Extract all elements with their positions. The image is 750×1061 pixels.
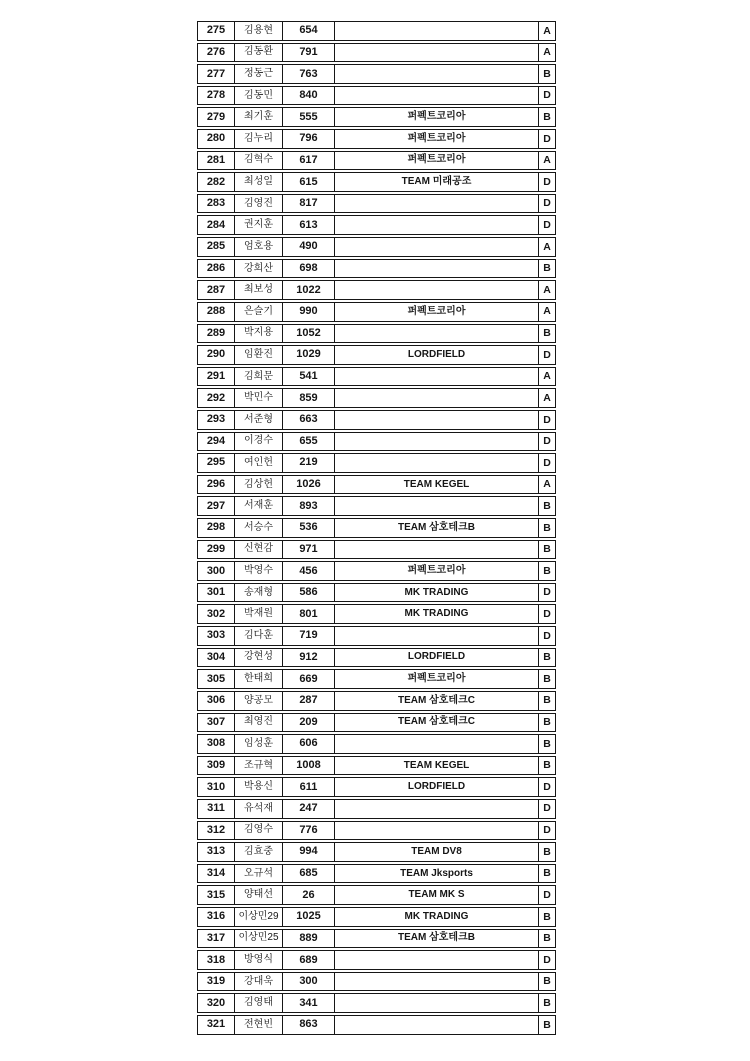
entry-number-cell: 317 [206, 931, 226, 944]
division-grade-cell: D [538, 605, 555, 623]
division-grade-cell: D [538, 130, 555, 148]
entry-number-cell: 294 [206, 434, 226, 447]
table-row [197, 713, 556, 733]
table-row [197, 842, 556, 862]
entry-number-cell: 288 [206, 305, 226, 318]
table-row [197, 43, 556, 63]
bib-number-cell: 613 [282, 216, 334, 234]
table-row [197, 215, 556, 235]
entry-number-cell: 292 [206, 391, 226, 404]
name-cell: 김누리 [234, 130, 282, 148]
table-row [197, 648, 556, 668]
division-grade-cell: A [538, 152, 555, 170]
division-grade-cell: B [538, 908, 555, 926]
entry-number-cell: 319 [206, 975, 226, 988]
division-grade-cell: A [538, 476, 555, 494]
table-row [197, 259, 556, 279]
bib-number-cell: 994 [282, 843, 334, 861]
entry-number-cell: 275 [206, 24, 226, 37]
name-cell: 이상민29 [234, 908, 282, 926]
entry-number-cell: 314 [206, 867, 226, 880]
name-cell: 최보성 [234, 281, 282, 299]
division-grade-cell: B [538, 649, 555, 667]
entry-number-cell: 291 [206, 370, 226, 383]
table-row [197, 972, 556, 992]
bib-number-cell: 859 [282, 389, 334, 407]
team-cell: TEAM 미래공조 [334, 173, 538, 191]
team-cell [334, 260, 538, 278]
name-cell: 김상헌 [234, 476, 282, 494]
name-cell: 권지훈 [234, 216, 282, 234]
division-grade-cell: D [538, 886, 555, 904]
table-row [197, 475, 556, 495]
bib-number-cell: 763 [282, 65, 334, 83]
name-cell: 엄호용 [234, 238, 282, 256]
team-cell [334, 1016, 538, 1034]
name-cell: 김혁수 [234, 152, 282, 170]
name-cell: 박용신 [234, 778, 282, 796]
division-grade-cell: D [538, 800, 555, 818]
bib-number-cell: 456 [282, 562, 334, 580]
team-cell: TEAM DV8 [334, 843, 538, 861]
division-grade-cell: D [538, 195, 555, 213]
team-cell: LORDFIELD [334, 778, 538, 796]
entry-number-cell: 293 [206, 413, 226, 426]
name-cell: 송재형 [234, 584, 282, 602]
division-grade-cell: B [538, 670, 555, 688]
bib-number-cell: 26 [282, 886, 334, 904]
division-grade-cell: B [538, 108, 555, 126]
division-grade-cell: B [538, 65, 555, 83]
team-cell: MK TRADING [334, 605, 538, 623]
team-cell: TEAM 삼호테크B [334, 930, 538, 948]
division-grade-cell: B [538, 325, 555, 343]
entry-number-cell: 306 [206, 694, 226, 707]
entry-number-cell: 279 [206, 110, 226, 123]
table-row [197, 1015, 556, 1035]
name-cell: 김용현 [234, 22, 282, 40]
name-cell: 조규혁 [234, 757, 282, 775]
team-cell [334, 822, 538, 840]
team-cell: 퍼펙트코리아 [334, 562, 538, 580]
bib-number-cell: 655 [282, 433, 334, 451]
entry-number-cell: 305 [206, 672, 226, 685]
bib-number-cell: 685 [282, 865, 334, 883]
table-row [197, 324, 556, 344]
bib-number-cell: 689 [282, 951, 334, 969]
bib-number-cell: 615 [282, 173, 334, 191]
team-cell: 퍼펙트코리아 [334, 303, 538, 321]
team-cell: 퍼펙트코리아 [334, 670, 538, 688]
name-cell: 양공모 [234, 692, 282, 710]
team-cell: TEAM Jksports [334, 865, 538, 883]
bib-number-cell: 1052 [282, 325, 334, 343]
table-row [197, 691, 556, 711]
name-cell: 강희산 [234, 260, 282, 278]
table-row [197, 885, 556, 905]
table-row [197, 86, 556, 106]
name-cell: 김효중 [234, 843, 282, 861]
table-row [197, 626, 556, 646]
table-row [197, 907, 556, 927]
team-cell: LORDFIELD [334, 649, 538, 667]
team-cell [334, 800, 538, 818]
entry-number-cell: 313 [206, 845, 226, 858]
entry-number-cell: 309 [206, 759, 226, 772]
table-row [197, 129, 556, 149]
bib-number-cell: 300 [282, 973, 334, 991]
team-cell [334, 454, 538, 472]
table-row [197, 367, 556, 387]
team-cell: MK TRADING [334, 584, 538, 602]
team-cell: MK TRADING [334, 908, 538, 926]
division-grade-cell: D [538, 778, 555, 796]
bib-number-cell: 1022 [282, 281, 334, 299]
division-grade-cell: D [538, 822, 555, 840]
bib-number-cell: 663 [282, 411, 334, 429]
entry-number-cell: 296 [206, 478, 226, 491]
name-cell: 서재훈 [234, 497, 282, 515]
entry-number-cell: 304 [206, 650, 226, 663]
name-cell: 김동민 [234, 87, 282, 105]
division-grade-cell: A [538, 368, 555, 386]
name-cell: 강대욱 [234, 973, 282, 991]
table-row [197, 604, 556, 624]
entry-number-cell: 297 [206, 499, 226, 512]
name-cell: 강현성 [234, 649, 282, 667]
name-cell: 신현감 [234, 541, 282, 559]
table-row [197, 453, 556, 473]
bib-number-cell: 654 [282, 22, 334, 40]
team-cell [334, 238, 538, 256]
name-cell: 이상민25 [234, 930, 282, 948]
team-cell: LORDFIELD [334, 346, 538, 364]
bib-number-cell: 555 [282, 108, 334, 126]
table-row [197, 194, 556, 214]
bib-number-cell: 1029 [282, 346, 334, 364]
name-cell: 김다훈 [234, 627, 282, 645]
table-row [197, 496, 556, 516]
entry-number-cell: 290 [206, 348, 226, 361]
table-row [197, 64, 556, 84]
entry-number-cell: 282 [206, 175, 226, 188]
bib-number-cell: 209 [282, 714, 334, 732]
bib-number-cell: 791 [282, 44, 334, 62]
table-row [197, 734, 556, 754]
team-cell [334, 389, 538, 407]
name-cell: 최성일 [234, 173, 282, 191]
division-grade-cell: D [538, 951, 555, 969]
division-grade-cell: B [538, 1016, 555, 1034]
bib-number-cell: 669 [282, 670, 334, 688]
team-cell [334, 994, 538, 1012]
bib-number-cell: 541 [282, 368, 334, 386]
division-grade-cell: B [538, 865, 555, 883]
table-row [197, 280, 556, 300]
name-cell: 이경수 [234, 433, 282, 451]
division-grade-cell: B [538, 692, 555, 710]
name-cell: 박영수 [234, 562, 282, 580]
bib-number-cell: 912 [282, 649, 334, 667]
entry-number-cell: 281 [206, 153, 226, 166]
bib-number-cell: 990 [282, 303, 334, 321]
division-grade-cell: B [538, 973, 555, 991]
division-grade-cell: D [538, 584, 555, 602]
entry-number-cell: 303 [206, 629, 226, 642]
table-row [197, 151, 556, 171]
entry-number-cell: 300 [206, 564, 226, 577]
bib-number-cell: 219 [282, 454, 334, 472]
division-grade-cell: B [538, 541, 555, 559]
division-grade-cell: D [538, 173, 555, 191]
team-cell [334, 65, 538, 83]
bib-number-cell: 341 [282, 994, 334, 1012]
bib-number-cell: 586 [282, 584, 334, 602]
division-grade-cell: B [538, 735, 555, 753]
bib-number-cell: 1025 [282, 908, 334, 926]
entry-number-cell: 315 [206, 888, 226, 901]
name-cell: 김희문 [234, 368, 282, 386]
table-row [197, 799, 556, 819]
team-cell [334, 281, 538, 299]
team-cell [334, 411, 538, 429]
name-cell: 최기훈 [234, 108, 282, 126]
division-grade-cell: B [538, 757, 555, 775]
name-cell: 은슬기 [234, 303, 282, 321]
name-cell: 임환진 [234, 346, 282, 364]
entry-number-cell: 299 [206, 542, 226, 555]
entry-number-cell: 316 [206, 910, 226, 923]
name-cell: 김영수 [234, 822, 282, 840]
division-grade-cell: A [538, 44, 555, 62]
bib-number-cell: 606 [282, 735, 334, 753]
team-cell: 퍼펙트코리아 [334, 108, 538, 126]
bib-number-cell: 1008 [282, 757, 334, 775]
team-cell [334, 195, 538, 213]
bib-number-cell: 889 [282, 930, 334, 948]
team-cell [334, 973, 538, 991]
team-cell [334, 433, 538, 451]
name-cell: 김영태 [234, 994, 282, 1012]
team-cell [334, 368, 538, 386]
table-row [197, 518, 556, 538]
bib-number-cell: 971 [282, 541, 334, 559]
name-cell: 전현빈 [234, 1016, 282, 1034]
team-cell [334, 541, 538, 559]
bib-number-cell: 863 [282, 1016, 334, 1034]
division-grade-cell: A [538, 303, 555, 321]
bib-number-cell: 840 [282, 87, 334, 105]
table-row [197, 107, 556, 127]
division-grade-cell: B [538, 714, 555, 732]
entry-number-cell: 284 [206, 218, 226, 231]
name-cell: 최영진 [234, 714, 282, 732]
team-cell [334, 44, 538, 62]
bib-number-cell: 719 [282, 627, 334, 645]
name-cell: 방영식 [234, 951, 282, 969]
name-cell: 정동근 [234, 65, 282, 83]
team-cell [334, 22, 538, 40]
entry-number-cell: 307 [206, 715, 226, 728]
name-cell: 서준형 [234, 411, 282, 429]
entry-number-cell: 318 [206, 953, 226, 966]
division-grade-cell: D [538, 87, 555, 105]
bib-number-cell: 617 [282, 152, 334, 170]
table-row [197, 388, 556, 408]
team-cell: TEAM KEGEL [334, 757, 538, 775]
name-cell: 양태선 [234, 886, 282, 904]
division-grade-cell: D [538, 216, 555, 234]
table-row [197, 561, 556, 581]
entry-number-cell: 308 [206, 737, 226, 750]
entry-number-cell: 321 [206, 1018, 226, 1031]
table-row [197, 993, 556, 1013]
name-cell: 유석재 [234, 800, 282, 818]
table-row [197, 410, 556, 430]
entry-number-cell: 311 [207, 802, 225, 815]
team-cell [334, 87, 538, 105]
entry-number-cell: 301 [206, 586, 226, 599]
team-cell [334, 627, 538, 645]
team-cell [334, 325, 538, 343]
name-cell: 임성훈 [234, 735, 282, 753]
division-grade-cell: B [538, 562, 555, 580]
bib-number-cell: 817 [282, 195, 334, 213]
division-grade-cell: A [538, 238, 555, 256]
bib-number-cell: 698 [282, 260, 334, 278]
division-grade-cell: B [538, 843, 555, 861]
entry-number-cell: 280 [206, 132, 226, 145]
entry-number-cell: 276 [206, 45, 226, 58]
name-cell: 박민수 [234, 389, 282, 407]
bib-number-cell: 287 [282, 692, 334, 710]
table-row [197, 21, 556, 41]
team-cell: TEAM 삼호테크B [334, 519, 538, 537]
division-grade-cell: D [538, 433, 555, 451]
table-row [197, 669, 556, 689]
bib-number-cell: 611 [282, 778, 334, 796]
table-row [197, 864, 556, 884]
bib-number-cell: 247 [282, 800, 334, 818]
team-cell: 퍼펙트코리아 [334, 130, 538, 148]
entry-number-cell: 286 [206, 262, 226, 274]
team-cell: TEAM 삼호테크C [334, 692, 538, 710]
table-row [197, 540, 556, 560]
division-grade-cell: D [538, 454, 555, 472]
table-row [197, 777, 556, 797]
entry-number-cell: 295 [206, 456, 226, 469]
division-grade-cell: B [538, 994, 555, 1012]
table-row [197, 345, 556, 365]
roster-table [197, 21, 556, 1035]
team-cell [334, 497, 538, 515]
name-cell: 여인헌 [234, 454, 282, 472]
entry-number-cell: 287 [206, 283, 226, 296]
team-cell [334, 735, 538, 753]
name-cell: 서승수 [234, 519, 282, 537]
entry-number-cell: 298 [206, 521, 226, 534]
table-row [197, 821, 556, 841]
entry-number-cell: 310 [206, 780, 226, 793]
team-cell: TEAM 삼호테크C [334, 714, 538, 732]
name-cell: 박지용 [234, 325, 282, 343]
division-grade-cell: B [538, 519, 555, 537]
bib-number-cell: 801 [282, 605, 334, 623]
entry-number-cell: 285 [206, 240, 226, 253]
name-cell: 김영진 [234, 195, 282, 213]
bib-number-cell: 796 [282, 130, 334, 148]
table-row [197, 950, 556, 970]
name-cell: 한태희 [234, 670, 282, 688]
table-row [197, 929, 556, 949]
table-row [197, 172, 556, 192]
name-cell: 오규석 [234, 865, 282, 883]
bib-number-cell: 893 [282, 497, 334, 515]
division-grade-cell: D [538, 411, 555, 429]
table-row [197, 583, 556, 603]
entry-number-cell: 278 [206, 89, 226, 102]
name-cell: 김동환 [234, 44, 282, 62]
division-grade-cell: B [538, 930, 555, 948]
division-grade-cell: A [538, 22, 555, 40]
bib-number-cell: 490 [282, 238, 334, 256]
team-cell [334, 216, 538, 234]
table-row [197, 756, 556, 776]
bib-number-cell: 536 [282, 519, 334, 537]
entry-number-cell: 320 [206, 996, 226, 1009]
team-cell [334, 951, 538, 969]
team-cell: TEAM KEGEL [334, 476, 538, 494]
entry-number-cell: 302 [206, 607, 226, 620]
entry-number-cell: 277 [206, 67, 226, 80]
bib-number-cell: 1026 [282, 476, 334, 494]
division-grade-cell: A [538, 389, 555, 407]
table-row [197, 237, 556, 257]
division-grade-cell: B [538, 260, 555, 278]
name-cell: 박재원 [234, 605, 282, 623]
entry-number-cell: 312 [206, 823, 226, 836]
entry-number-cell: 283 [206, 197, 226, 210]
team-cell: 퍼펙트코리아 [334, 152, 538, 170]
division-grade-cell: A [538, 281, 555, 299]
table-row [197, 302, 556, 322]
division-grade-cell: D [538, 627, 555, 645]
entry-number-cell: 289 [206, 326, 226, 339]
bib-number-cell: 776 [282, 822, 334, 840]
team-cell: TEAM MK S [334, 886, 538, 904]
division-grade-cell: D [538, 346, 555, 364]
table-row [197, 432, 556, 452]
division-grade-cell: B [538, 497, 555, 515]
